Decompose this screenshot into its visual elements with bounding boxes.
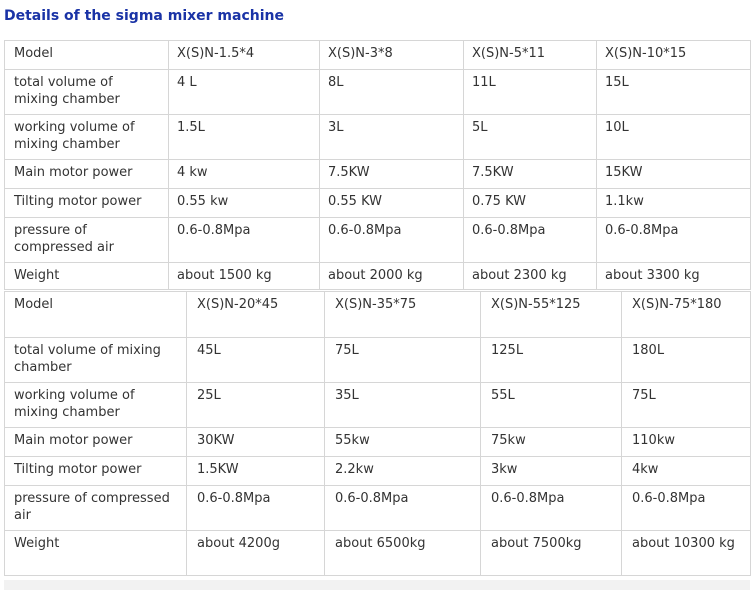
table-cell: 0.6-0.8Mpa [622,486,751,531]
table-cell: 0.75 KW [464,189,597,218]
row-label: Main motor power [5,160,169,189]
table-cell: 0.6-0.8Mpa [320,218,464,263]
table-row-air-pressure [5,486,751,531]
table-cell: about 4200g [187,531,325,576]
table-cell: 0.6-0.8Mpa [187,486,325,531]
table-cell: 110kw [622,428,751,457]
table-cell: 0.6-0.8Mpa [464,218,597,263]
table-cell: 25L [187,383,325,428]
row-label: Model [5,41,169,70]
table-row-main-motor [5,160,751,189]
table-cell: X(S)N-55*125 [481,292,622,338]
table-cell: about 2300 kg [464,263,597,290]
row-label: Tilting motor power [5,457,187,486]
table-row-weight [5,263,751,290]
table-cell: 55kw [325,428,481,457]
table-cell: X(S)N-75*180 [622,292,751,338]
table-cell: 30KW [187,428,325,457]
table-cell: about 1500 kg [169,263,320,290]
table-cell: 4 L [169,70,320,115]
spec-table-large-models [4,291,751,576]
table-footer-bar [4,580,750,590]
table-row-total-volume [5,70,751,115]
table-cell: X(S)N-1.5*4 [169,41,320,70]
table-row-working-volume [5,115,751,160]
table-cell: 180L [622,338,751,383]
table-cell: 125L [481,338,622,383]
table-cell: X(S)N-35*75 [325,292,481,338]
table-row-tilting-motor [5,189,751,218]
table-cell: 35L [325,383,481,428]
table-cell: about 2000 kg [320,263,464,290]
table-row-weight [5,531,751,576]
table-cell: X(S)N-10*15 [597,41,751,70]
table-cell: 7.5KW [320,160,464,189]
table-row-model [5,292,751,338]
table-cell: 2.2kw [325,457,481,486]
row-label: pressure of compressed air [5,486,187,531]
row-label: pressure of compressed air [5,218,169,263]
table-cell: about 6500kg [325,531,481,576]
table-cell: 5L [464,115,597,160]
table-cell: about 3300 kg [597,263,751,290]
table-cell: 45L [187,338,325,383]
table-cell: 1.5L [169,115,320,160]
table-row-air-pressure [5,218,751,263]
table-cell: 75L [622,383,751,428]
row-label: working volume of mixing chamber [5,115,169,160]
table-cell: 1.5KW [187,457,325,486]
row-label: Weight [5,531,187,576]
table-cell: 8L [320,70,464,115]
page-title: Details of the sigma mixer machine [4,8,284,24]
table-row-tilting-motor [5,457,751,486]
table-cell: 0.55 KW [320,189,464,218]
table-cell: 0.6-0.8Mpa [597,218,751,263]
table-cell: 4 kw [169,160,320,189]
table-cell: 0.6-0.8Mpa [481,486,622,531]
table-cell: 75L [325,338,481,383]
table-cell: 15KW [597,160,751,189]
row-label: Model [5,292,187,338]
table-cell: 75kw [481,428,622,457]
table-cell: about 10300 kg [622,531,751,576]
table-row-model [5,41,751,70]
row-label: Tilting motor power [5,189,169,218]
table-row-working-volume [5,383,751,428]
table-cell: X(S)N-3*8 [320,41,464,70]
table-cell: 10L [597,115,751,160]
row-label: working volume of mixing chamber [5,383,187,428]
table-cell: 1.1kw [597,189,751,218]
table-cell: 3L [320,115,464,160]
table-cell: 0.6-0.8Mpa [169,218,320,263]
table-cell: 15L [597,70,751,115]
table-cell: X(S)N-5*11 [464,41,597,70]
table-cell: 4kw [622,457,751,486]
spec-table-small-models [4,40,751,290]
table-row-main-motor [5,428,751,457]
table-cell: 7.5KW [464,160,597,189]
row-label: total volume of mixing chamber [5,70,169,115]
table-row-total-volume [5,338,751,383]
row-label: Weight [5,263,169,290]
row-label: total volume of mixing chamber [5,338,187,383]
table-cell: 0.55 kw [169,189,320,218]
table-cell: 55L [481,383,622,428]
table-cell: 0.6-0.8Mpa [325,486,481,531]
row-label: Main motor power [5,428,187,457]
table-cell: X(S)N-20*45 [187,292,325,338]
table-cell: about 7500kg [481,531,622,576]
table-cell: 3kw [481,457,622,486]
table-cell: 11L [464,70,597,115]
